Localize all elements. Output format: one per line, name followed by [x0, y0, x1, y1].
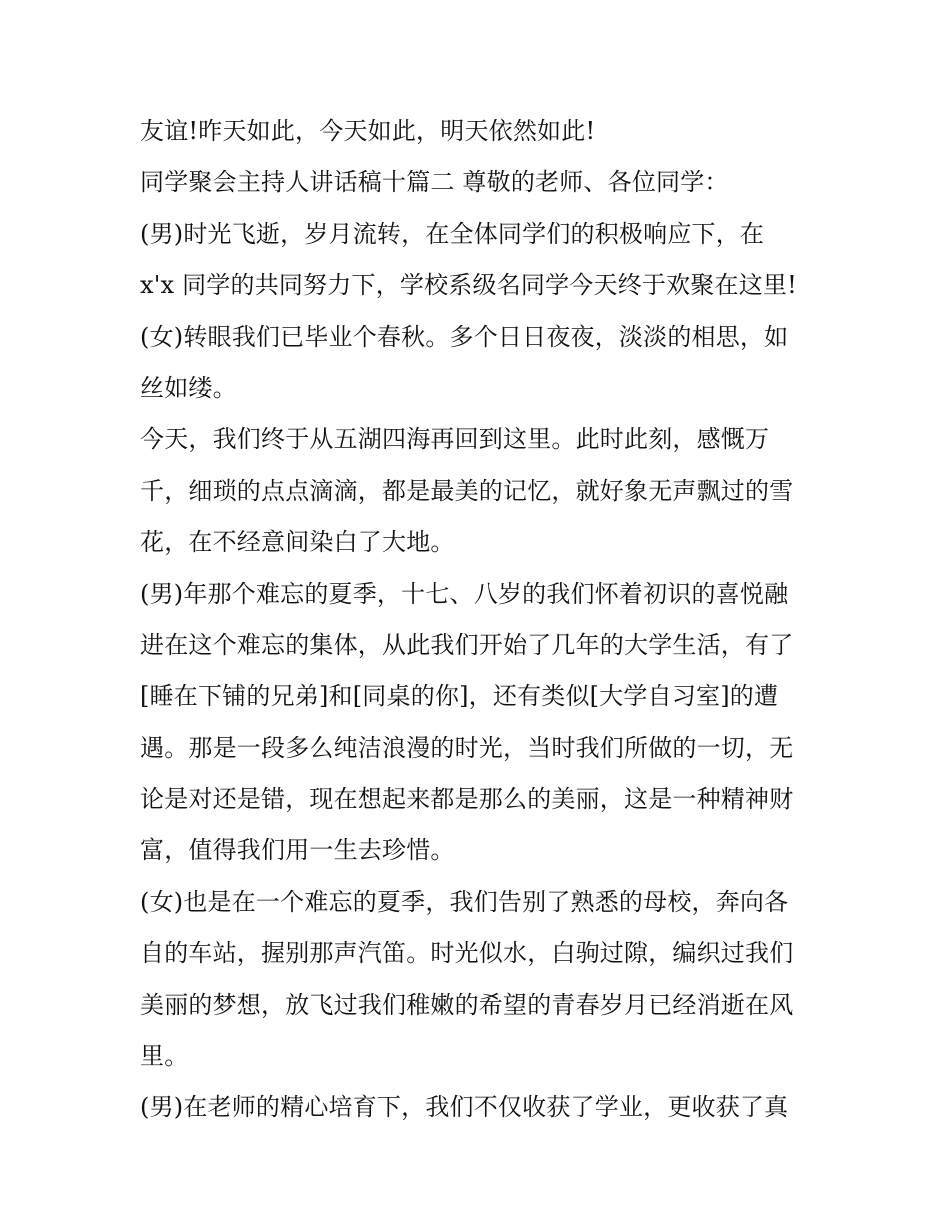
text-line: (男)年那个难忘的夏季，十七、八岁的我们怀着初识的喜悦融 — [140, 579, 789, 608]
text-line: 今天，我们终于从五湖四海再回到这里。此时此刻，感慨万 — [140, 425, 770, 454]
text-line: 花，在不经意间染白了大地。 — [140, 528, 455, 557]
text-line: (男)在老师的精心培育下，我们不仅收获了学业，更收获了真 — [140, 1093, 789, 1122]
text-line: 丝如缕。 — [140, 373, 237, 402]
text-line: 友谊!昨天如此，今天如此，明天依然如此! — [140, 117, 596, 145]
text-line: 论是对还是错，现在想起来都是那么的美丽，这是一种精神财 — [140, 785, 794, 814]
text-line: x'x 同学的共同努力下，学校系级名同学今天终于欢聚在这里! — [140, 271, 797, 300]
text-line: 同学聚会主持人讲话稿十篇二 尊敬的老师、各位同学： — [140, 168, 729, 197]
text-line: 进在这个难忘的集体，从此我们开始了几年的大学生活，有了 — [140, 630, 794, 659]
text-line: (女)转眼我们已毕业个春秋。多个日日夜夜，淡淡的相思，如 — [140, 322, 789, 351]
text-line: 自的车站，握别那声汽笛。时光似水，白驹过隙，编织过我们 — [140, 939, 794, 968]
text-line: [睡在下铺的兄弟]和[同桌的你]，还有类似[大学自习室]的遭 — [140, 682, 779, 711]
text-line: 美丽的梦想，放飞过我们稚嫩的希望的青春岁月已经消逝在风 — [140, 990, 794, 1019]
text-line: (女)也是在一个难忘的夏季，我们告别了熟悉的母校，奔向各 — [140, 887, 789, 916]
document-body — [140, 106, 820, 1134]
text-line: 里。 — [140, 1042, 189, 1071]
text-line: (男)时光飞逝，岁月流转，在全体同学们的积极响应下，在 — [140, 219, 765, 248]
text-line: 富，值得我们用一生去珍惜。 — [140, 836, 455, 865]
text-line: 遇。那是一段多么纯洁浪漫的时光，当时我们所做的一切，无 — [140, 733, 794, 762]
text-line: 千，细琐的点点滴滴，都是最美的记忆，就好象无声飘过的雪 — [140, 476, 794, 505]
